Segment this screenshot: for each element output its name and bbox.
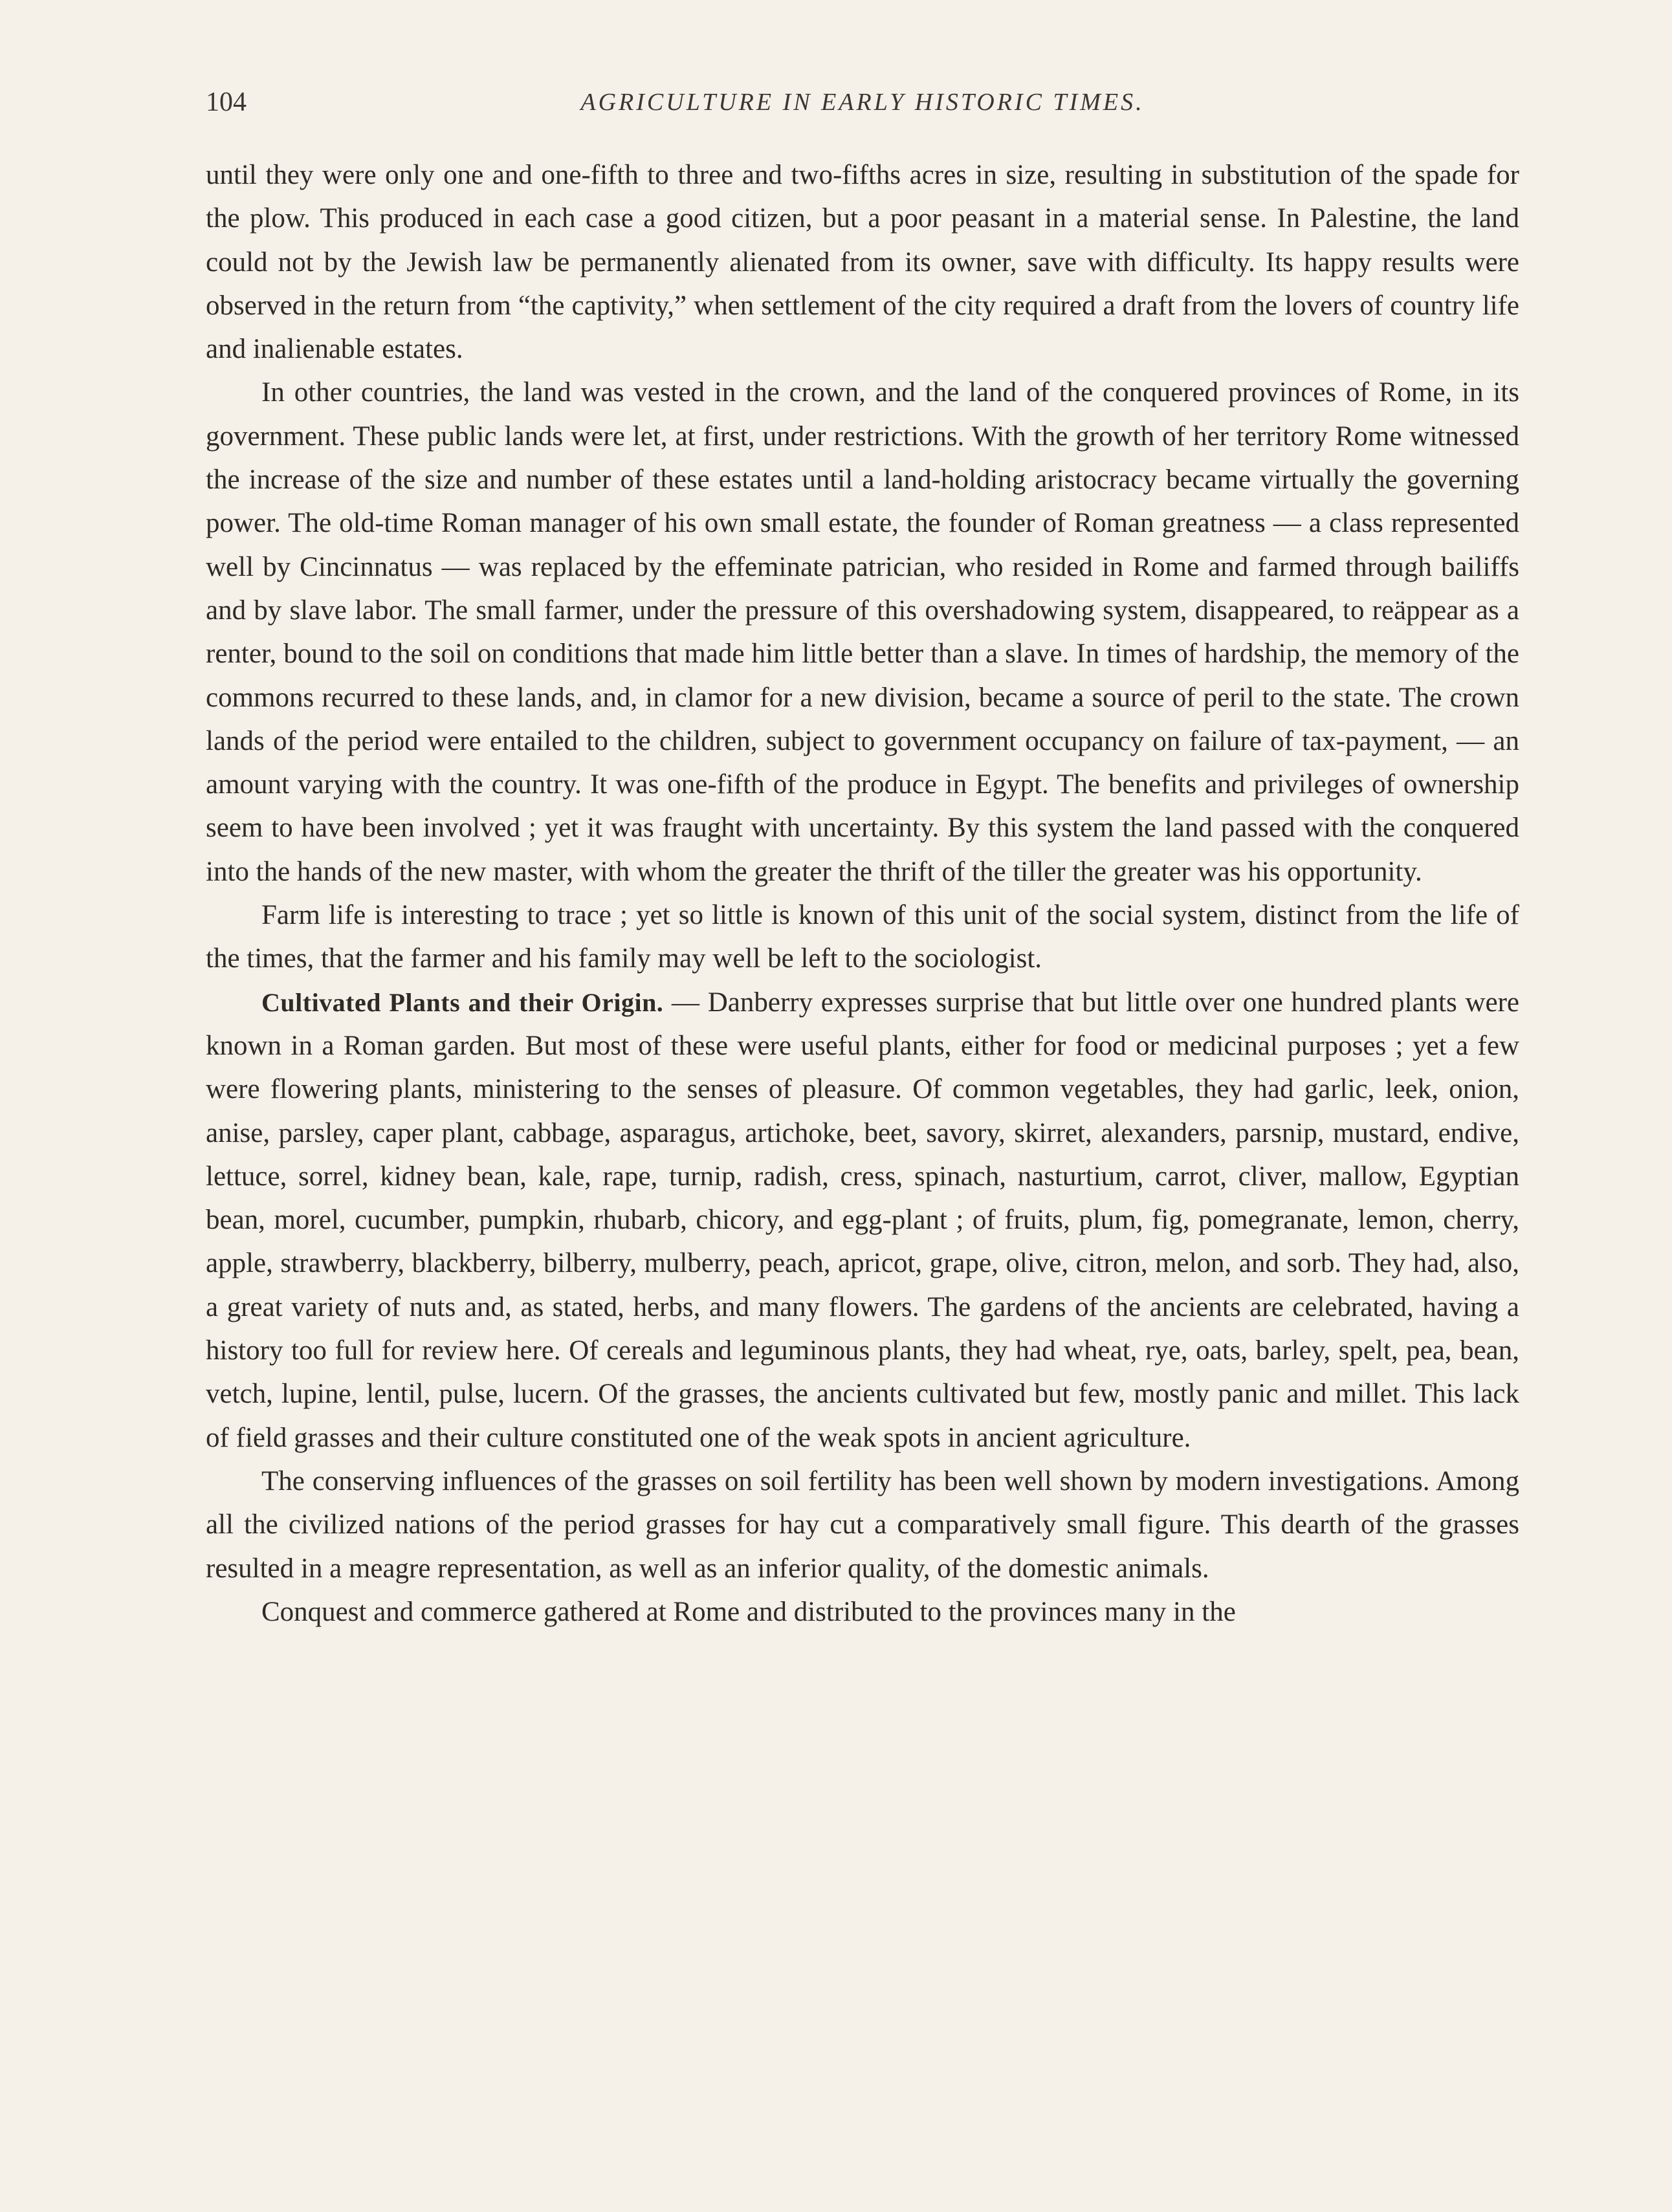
paragraph-text: Conquest and commerce gathered at Rome and distributed to the provinces many in the: [261, 1596, 1236, 1627]
paragraph-continuation: [206, 153, 1519, 371]
paragraph-crown-lands: [206, 371, 1519, 893]
paragraph-text: Farm life is interesting to trace ; yet so little is known of this unit of the social system, distinct from the life of the times, that the farmer and his family may well be left to the sociologist.: [206, 900, 1519, 974]
paragraph-text: In other countries, the land was vested in the crown, and the land of the conquered provinces of Rome, in its government. These public lands were let, at first, under restrictions. With the growth of her territory Rome witnessed the increase of the size and number of these estates until a land-holding aristocracy became virtually the governing power. The old-time Roman manager of his own small estate, the founder of Roman greatness — a class represented well by Cincinnatus — was replaced by the effeminate patrician, who resided in Rome and farmed through bailiffs and by slave labor. The small farmer, under the pressure of this overshadowing system, disappeared, to reäppear as a renter, bound to the soil on conditions that made him little better than a slave. In times of hardship, the memory of the commons recurred to these lands, and, in clamor for a new division, became a source of peril to the state. The crown lands of the period were entailed to the children, subject to government occupancy on failure of tax-payment, — an amount varying with the country. It was one-fifth of the produce in Egypt. The benefits and privileges of ownership seem to have been involved ; yet it was fraught with uncertainty. By this system the land passed with the conquered into the hands of the new master, with whom the greater the thrift of the tiller the greater was his opportunity.: [206, 377, 1519, 887]
page-number: 104: [206, 87, 247, 117]
running-head: [206, 83, 1519, 122]
section-side-heading: Cultivated Plants and their Origin.: [261, 987, 664, 1017]
paragraph-farm-life: [206, 893, 1519, 981]
running-title: AGRICULTURE IN EARLY HISTORIC TIMES.: [580, 89, 1145, 116]
paragraph-text: — Danberry expresses surprise that but little over one hundred plants were known in a Roman garden. But most of these were useful plants, either for food or medicinal purposes ; yet a few were flowering plants, ministering to the senses of pleasure. Of common vegetables, they had garlic, leek, onion, anise, parsley, caper plant, cabbage, asparagus, artichoke, beet, savory, skirret, alexanders, parsnip, mustard, endive, lettuce, sorrel, kidney bean, kale, rape, turnip, radish, cress, spinach, nasturtium, carrot, cliver, mallow, Egyptian bean, morel, cucumber, pumpkin, rhubarb, chicory, and egg-plant ; of fruits, plum, fig, pomegranate, lemon, cherry, apple, strawberry, blackberry, bilberry, mulberry, peach, apricot, grape, olive, citron, melon, and sorb. They had, also, a great variety of nuts and, as stated, herbs, and many flowers. The gardens of the ancients are celebrated, having a history too full for review here. Of cereals and leguminous plants, they had wheat, rye, oats, barley, spelt, pea, bean, vetch, lupine, lentil, pulse, lucern. Of the grasses, the ancients cultivated but few, mostly panic and millet. This lack of field grasses and their culture constituted one of the weak spots in ancient agriculture.: [206, 987, 1519, 1453]
body-text: [206, 153, 1519, 1634]
paragraph-conquest: [206, 1590, 1519, 1634]
paragraph-cultivated-plants: [206, 981, 1519, 1460]
paragraph-text: until they were only one and one-fifth to three and two-fifths acres in size, resulting in substitution of the spade for the plow. This produced in each case a good citizen, but a poor peasant in a material sense. In Palestine, the land could not by the Jewish law be permanently alienated from its owner, save with difficulty. Its happy results were observed in the return from “the captivity,” when settlement of the city required a draft from the lovers of country life and inalienable estates.: [206, 160, 1519, 365]
paragraph-grasses: [206, 1460, 1519, 1590]
paragraph-text: The conserving influences of the grasses on soil fertility has been well shown by modern investigations. Among all the civilized nations of the period grasses for hay cut a comparatively small figure. This dearth of the grasses resulted in a meagre representation, as well as an inferior quality, of the domestic animals.: [206, 1465, 1519, 1584]
